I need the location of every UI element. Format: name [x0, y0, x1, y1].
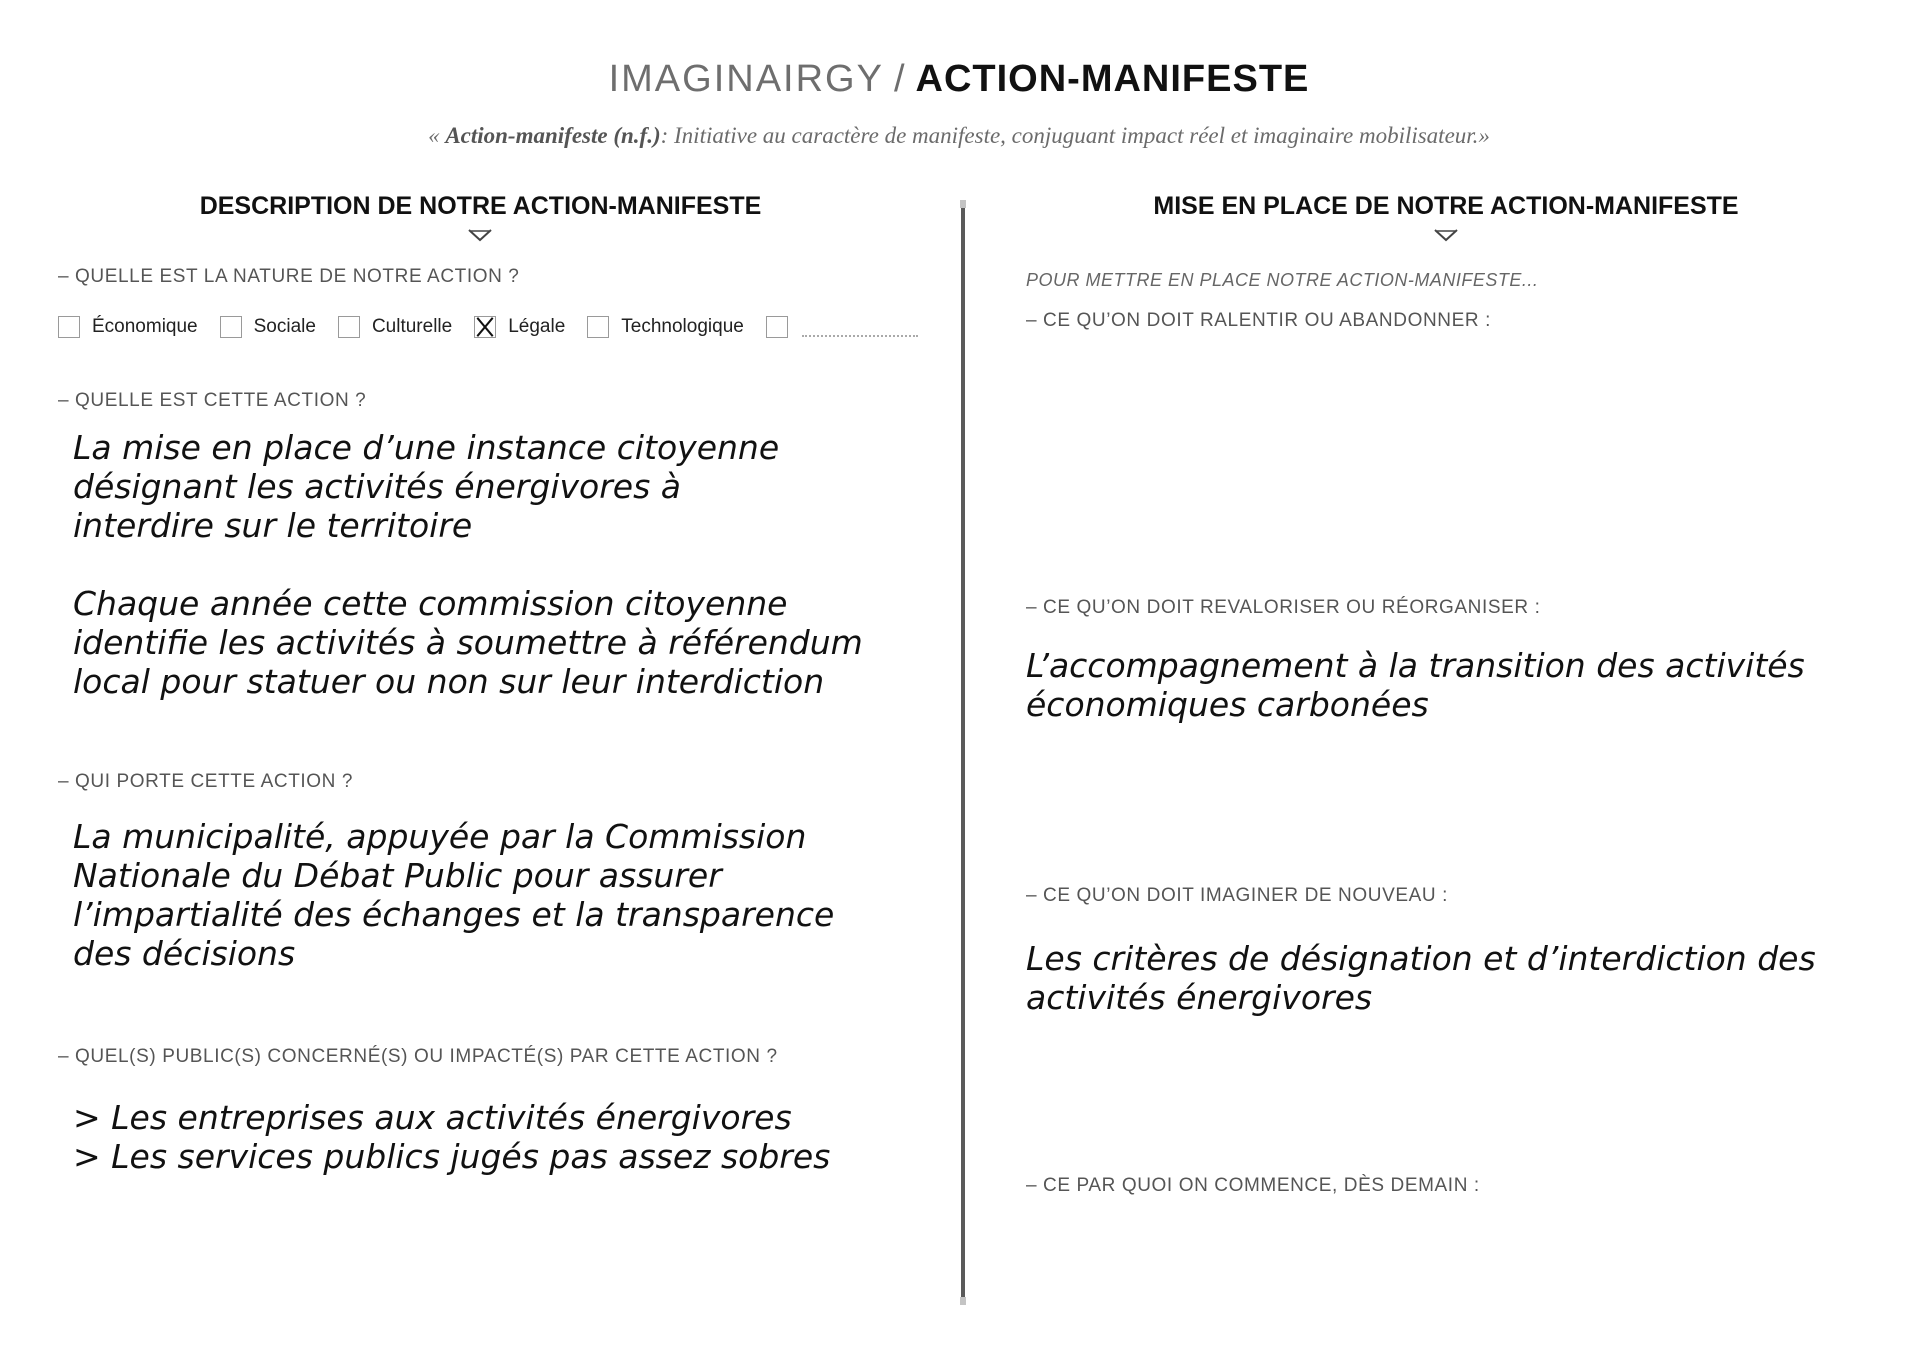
checkbox-box[interactable]	[58, 316, 80, 338]
chevron-down-icon	[1433, 228, 1459, 242]
answer-porteur	[73, 817, 943, 973]
answer-public	[73, 1098, 943, 1176]
brand-name: IMAGINAIRGY	[608, 58, 884, 100]
tool-name: ACTION-MANIFESTE	[915, 58, 1310, 100]
question-imaginer: – CE QU’ON DOIT IMAGINER DE NOUVEAU :	[1026, 885, 1448, 906]
answer-imaginer-text: Les critères de désignation et d’interdiction des activités énergivores	[1026, 939, 1816, 1017]
checkbox-box[interactable]	[338, 316, 360, 338]
implementation-intro: POUR METTRE EN PLACE NOTRE ACTION-MANIFESTE...	[1026, 270, 1539, 290]
answer-porteur-text: La municipalité, appuyée par la Commission Nationale du Débat Public pour assurer l’impartialité des échanges et la transparence des décisions	[73, 817, 835, 973]
checkbox-label: Culturelle	[371, 316, 453, 337]
title-separator: /	[893, 58, 906, 100]
question-commence: – CE PAR QUOI ON COMMENCE, DÈS DEMAIN :	[1026, 1175, 1480, 1196]
checkbox-box[interactable]	[766, 316, 788, 338]
nature-checkbox-group	[58, 312, 918, 342]
answer-revaloriser	[1026, 646, 1866, 724]
answer-imaginer	[1026, 939, 1866, 1017]
definition-term: Action-manifeste (n.f.)	[445, 123, 661, 148]
checkbox-autre[interactable]	[766, 316, 918, 338]
checkbox-technologique[interactable]	[587, 316, 744, 338]
implementation-column	[1026, 0, 1866, 1356]
checkbox-legale[interactable]	[474, 316, 565, 338]
answer-action-paragraph-2: Chaque année cette commission citoyenne identifie les activités à soumettre à référendum local pour statuer ou non sur leur interdiction	[73, 584, 863, 701]
question-nature: – QUELLE EST LA NATURE DE NOTRE ACTION ?	[58, 266, 520, 287]
question-public: – QUEL(S) PUBLIC(S) CONCERNÉ(S) OU IMPACTÉ(S) PAR CETTE ACTION ?	[58, 1046, 778, 1067]
answer-action-paragraph-1: La mise en place d’une instance citoyenne désignant les activités énergivores à interdire sur le territoire	[73, 428, 780, 545]
column-divider	[961, 200, 965, 1305]
checkbox-label: Sociale	[253, 316, 316, 337]
implementation-title: MISE EN PLACE DE NOTRE ACTION-MANIFESTE	[1153, 192, 1739, 220]
definition-text: : Initiative au caractère de manifeste, conjuguant impact réel et imaginaire mobilisateur.»	[660, 123, 1490, 148]
description-column	[58, 0, 938, 1356]
answer-public-text: > Les entreprises aux activités énergivores > Les services publics jugés pas assez sobres	[73, 1098, 831, 1176]
checkbox-box[interactable]	[220, 316, 242, 338]
checkbox-economique[interactable]	[58, 316, 198, 338]
checkbox-label: Technologique	[621, 316, 744, 337]
other-fill-line[interactable]	[802, 317, 918, 337]
checkbox-box-checked[interactable]	[474, 316, 496, 338]
question-ralentir: – CE QU’ON DOIT RALENTIR OU ABANDONNER :	[1026, 310, 1491, 331]
checkbox-sociale[interactable]	[220, 316, 316, 338]
answer-action	[73, 428, 943, 701]
question-revaloriser: – CE QU’ON DOIT REVALORISER OU RÉORGANISER :	[1026, 597, 1541, 618]
question-porteur: – QUI PORTE CETTE ACTION ?	[58, 771, 354, 792]
description-title: DESCRIPTION DE NOTRE ACTION-MANIFESTE	[199, 192, 762, 220]
checkbox-culturelle[interactable]	[338, 316, 452, 338]
checkbox-label: Légale	[508, 316, 566, 337]
answer-revaloriser-text: L’accompagnement à la transition des activités économiques carbonées	[1026, 646, 1805, 724]
checkbox-label: Économique	[92, 316, 198, 337]
checkbox-box[interactable]	[587, 316, 609, 338]
chevron-down-icon	[467, 228, 493, 242]
question-action: – QUELLE EST CETTE ACTION ?	[58, 390, 367, 411]
definition-open: «	[428, 123, 446, 148]
